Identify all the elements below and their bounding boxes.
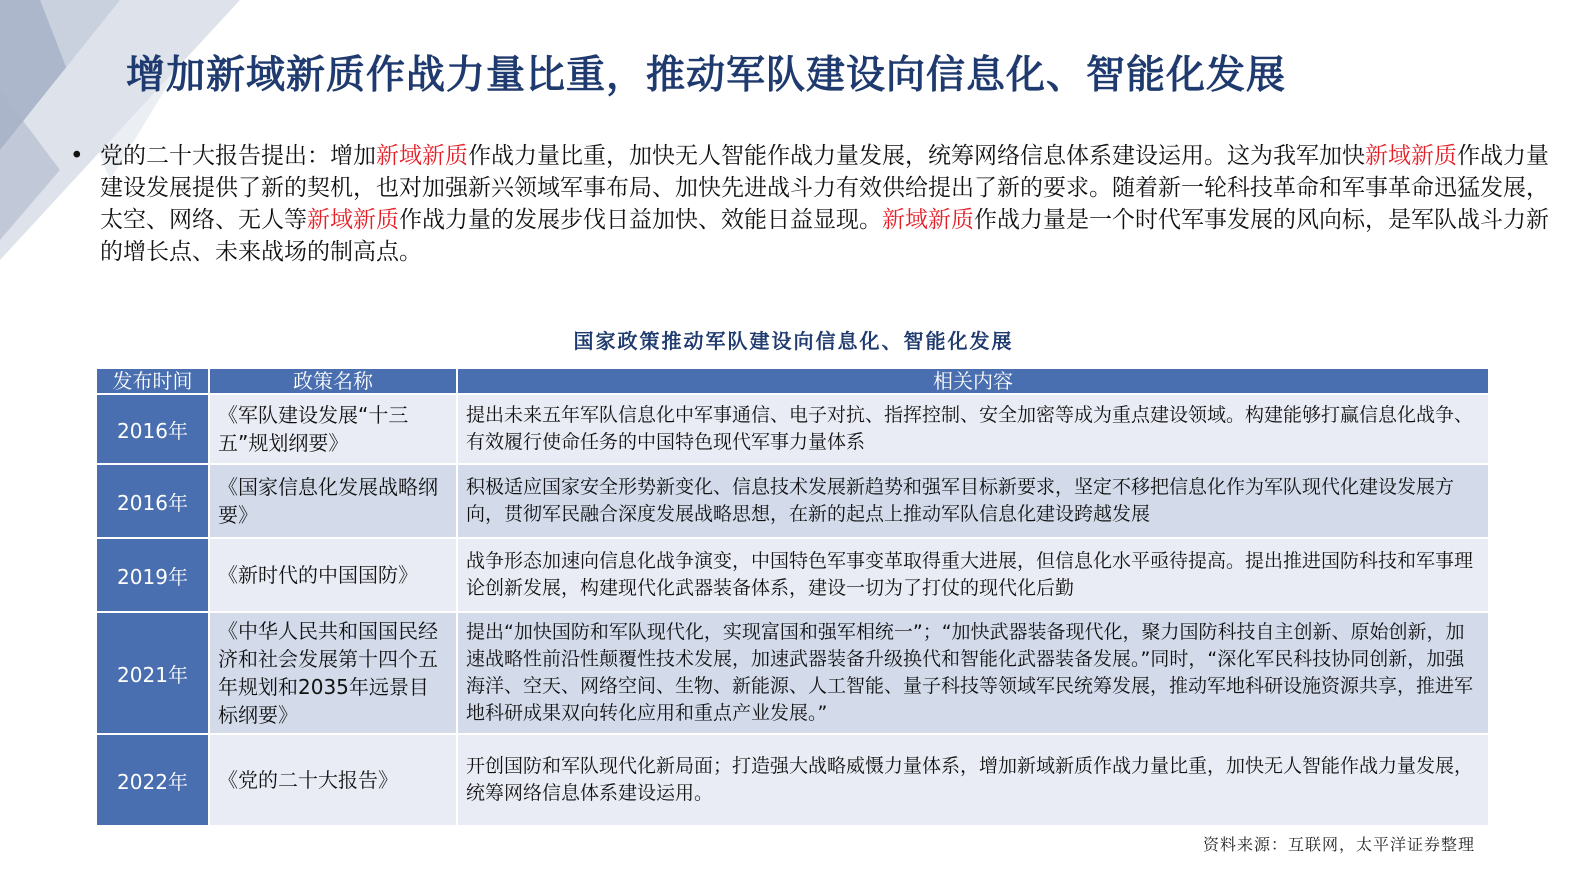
policy-name-cell: 《新时代的中国国防》 [209,538,457,612]
page-title: 增加新域新质作战力量比重，推动军队建设向信息化、智能化发展 [126,53,1287,98]
table-caption: 国家政策推动军队建设向信息化、智能化发展 [573,329,1014,353]
content-cell: 提出未来五年军队信息化中军事通信、电子对抗、指挥控制、安全加密等成为重点建设领域。构建能够打赢信息化战争、有效履行使命任务的中国特色现代军事力量体系 [457,394,1489,464]
year-cell: 2016年 [96,464,209,538]
intro-bullet [70,140,1550,268]
policy-table [95,367,1490,827]
header-year: 发布时间 [96,368,209,394]
policy-name-cell: 《军队建设发展“十三五”规划纲要》 [209,394,457,464]
paragraph-text: 作战力量建设发展提供了新的契机，也对加强新兴领域军事布局、加快先进战斗力有效供给提出了新的要求。随着新一轮科技革命和军事革命迅猛发展，太空、网络、无人等 [100,143,1549,233]
year-cell: 2021年 [96,612,209,734]
intro-paragraph [100,140,1550,268]
paragraph-text: 作战力量的发展步伐日益加快、效能日益显现。 [399,207,882,233]
content-cell: 提出“加快国防和军队现代化，实现富国和强军相统一”；“加快武器装备现代化，聚力国防科技自主创新、原始创新，加速战略性前沿性颠覆性技术发展，加速武器装备升级换代和智能化武器装备发展。”同时，“深化军民科技协同创新，加强海洋、空天、网络空间、生物、新能源、人工智能、量子科技等领域军民统筹发展，推动军地科研设施资源共享，推进军地科研成果双向转化应用和重点产业发展。” [457,612,1489,734]
highlight-term: 新域新质 [307,207,399,233]
header-content: 相关内容 [457,368,1489,394]
header-name: 政策名称 [209,368,457,394]
table-row [96,394,1489,464]
paragraph-text: 作战力量比重，加快无人智能作战力量发展，统筹网络信息体系建设运用。这为我军加快 [468,143,1365,169]
table-row [96,734,1489,826]
content-cell: 积极适应国家安全形势新变化、信息技术发展新趋势和强军目标新要求，坚定不移把信息化作为军队现代化建设发展方向，贯彻军民融合深度发展战略思想，在新的起点上推动军队信息化建设跨越发展 [457,464,1489,538]
content-cell: 战争形态加速向信息化战争演变，中国特色军事变革取得重大进展，但信息化水平亟待提高。提出推进国防科技和军事理论创新发展，构建现代化武器装备体系，建设一切为了打仗的现代化后勤 [457,538,1489,612]
table-row [96,538,1489,612]
bullet-symbol: • [70,143,84,169]
policy-name-cell: 《国家信息化发展战略纲要》 [209,464,457,538]
year-cell: 2022年 [96,734,209,826]
year-cell: 2019年 [96,538,209,612]
paragraph-text: 作战力量是一个时代军事发展的风向标，是军队战斗力新的增长点、未来战场的制高点。 [100,207,1549,265]
policy-name-cell: 《中华人民共和国国民经济和社会发展第十四个五年规划和2035年远景目标纲要》 [209,612,457,734]
paragraph-text: 党的二十大报告提出：增加 [100,143,376,169]
source-note: 资料来源：互联网，太平洋证券整理 [1202,835,1475,854]
table-header-row [96,368,1489,394]
table-row [96,464,1489,538]
highlight-term: 新域新质 [882,207,974,233]
table-row [96,612,1489,734]
policy-name-cell: 《党的二十大报告》 [209,734,457,826]
highlight-term: 新域新质 [376,143,468,169]
year-cell: 2016年 [96,394,209,464]
highlight-term: 新域新质 [1365,143,1457,169]
content-cell: 开创国防和军队现代化新局面；打造强大战略威慑力量体系，增加新域新质作战力量比重，加快无人智能作战力量发展，统筹网络信息体系建设运用。 [457,734,1489,826]
